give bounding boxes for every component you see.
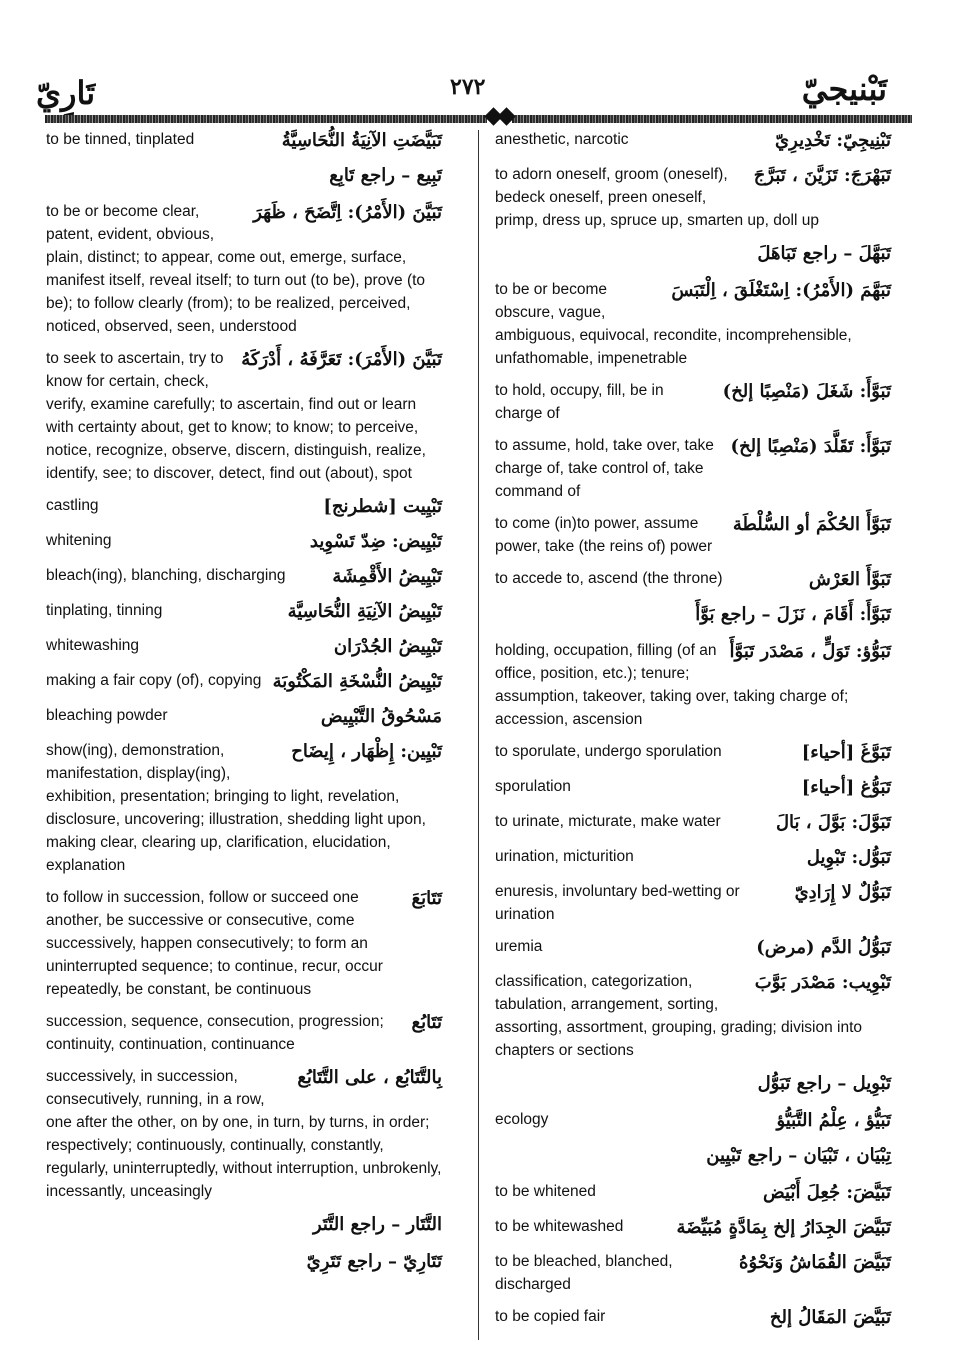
dictionary-entry — [46, 1212, 442, 1240]
entry-arabic-headword: تَتَابَعَ — [411, 888, 442, 909]
dictionary-entry — [495, 567, 891, 593]
right-column — [495, 128, 891, 1340]
entry-arabic-headword: مَسْحُوقُ التَّبْيِيض — [320, 706, 442, 727]
entry-english-definition: uremia — [495, 938, 543, 955]
entry-arabic-headword: تَبَوُّلٌ لا إِرَادِيّ — [794, 882, 891, 903]
dictionary-entry — [46, 1249, 442, 1277]
dictionary-entry — [495, 880, 891, 926]
entry-arabic-headword: تَبَوَّأَ: أَقَامَ ، نَزَلَ – راجع بَوَّأَ — [695, 604, 891, 625]
dictionary-entry — [46, 634, 442, 660]
dictionary-entry — [46, 1010, 442, 1056]
guide-word-left: تَارِيّ — [36, 74, 96, 112]
entry-arabic-headword: تَبَيَّضَ المَقَالُ إلخ — [769, 1307, 891, 1328]
entry-arabic-headword: تَبْنِيجِيّ: تَخْدِيرِيّ — [775, 130, 891, 151]
entry-arabic-headword: تَبْيِيضُ الآنِيَةِ النُّحَاسِيَّة — [287, 601, 442, 622]
dictionary-entry — [495, 1305, 891, 1331]
dictionary-entry — [495, 241, 891, 269]
dictionary-entry — [495, 1143, 891, 1171]
dictionary-entry — [46, 704, 442, 730]
page-header — [0, 62, 957, 122]
entry-english-definition: ecology — [495, 1111, 549, 1128]
entry-english-definition: making a fair copy (of), copying — [46, 672, 262, 689]
dictionary-entry — [495, 935, 891, 961]
entry-english-definition: succession, sequence, consecution, progression; continuity, continuation, continuance — [46, 1013, 384, 1053]
dictionary-entry — [495, 810, 891, 836]
entry-arabic-headword: تَبَيَّنَ (الأَمْرُ): اِتَّضَحَ ، ظَهَرَ — [253, 202, 442, 223]
entry-english-definition: to be whitewashed — [495, 1218, 624, 1235]
dictionary-entry — [495, 163, 891, 232]
entry-arabic-headword: تَبَوَّغَ [أحياء] — [801, 742, 891, 763]
entry-english-definition: to be tinned, tinplated — [46, 131, 195, 148]
dictionary-entry — [495, 740, 891, 766]
dictionary-entry — [495, 434, 891, 503]
entry-english-definition: castling — [46, 497, 99, 514]
dictionary-entry — [46, 564, 442, 590]
entry-english-definition: to be or become obscure, vague, ambiguous, equivocal, recondite, incomprehensible, unfathomable, impenetrable — [495, 281, 852, 367]
entry-english-definition: to be or become clear, patent, evident, obvious, plain, distinct; to appear, come out, emerge, surface, manifest itself, reveal itself; to turn out (to be), prove (to be); to follow clearly (from); to be realized, perceived, noticed, observed, seen, understood — [46, 203, 426, 335]
entry-english-definition: urination, micturition — [495, 848, 634, 865]
dictionary-entry — [46, 599, 442, 625]
entry-arabic-headword: تَبَوَّأَ الحُكْمَ أو السُّلْطَة — [732, 514, 891, 535]
entry-arabic-headword: تَبْيِين: إِظْهَار ، إِيضَاح — [291, 741, 442, 762]
entry-arabic-headword: تَبْيِيضُ النُّسْخَةِ المَكْتُوبَة — [272, 671, 442, 692]
entry-arabic-headword: تَبَيَّنَ (الأَمْرَ): تَعَرَّفَهُ ، أَدْرَكَهُ — [241, 349, 442, 370]
entry-english-definition: to sporulate, undergo sporulation — [495, 743, 722, 760]
dictionary-entry — [495, 602, 891, 630]
dictionary-entry — [46, 886, 442, 1001]
entry-arabic-headword: التَّتَار – راجع التَّتَر — [312, 1214, 442, 1235]
entry-arabic-headword: تَبَهَّلَ – راجع تَبَاهَلَ — [757, 243, 891, 264]
dictionary-entry — [495, 278, 891, 370]
dictionary-entry — [495, 1071, 891, 1099]
entry-english-definition: to follow in succession, follow or succeed one another, be successive or consecutive, come successively, happen consecutively; to form an uninterrupted sequence; to continue, recur, occur repeatedly, be constant, be continuous — [46, 889, 383, 998]
entry-english-definition: sporulation — [495, 778, 571, 795]
entry-arabic-headword: تِبْيَان ، تَبْيَان – راجع تَبْيِين — [706, 1145, 891, 1166]
dictionary-entry — [46, 739, 442, 877]
dictionary-entry — [495, 1180, 891, 1206]
entry-arabic-headword: تَبْيِيضُ الأَقْمِشَة — [332, 566, 442, 587]
entry-english-definition: to be bleached, blanched, discharged — [495, 1253, 673, 1293]
dictionary-entry — [46, 163, 442, 191]
entry-arabic-headword: تَبَوَّلَ: بَوَّلَ ، بَالَ — [775, 812, 891, 833]
entry-arabic-headword: تَبَيَّضَ الجِدَارُ إلخ بِمَادَّةٍ مُبَيِّضَة — [676, 1217, 891, 1238]
entry-english-definition: anesthetic, narcotic — [495, 131, 629, 148]
dictionary-entry — [46, 200, 442, 338]
dictionary-entry — [495, 1215, 891, 1241]
entry-arabic-headword: تَبَهْرَجَ: تَزَيَّنَ ، تَبَرَّجَ — [753, 165, 891, 186]
entry-arabic-headword: تَبْوِيب: مَصْدَر بَوَّبَ — [754, 972, 891, 993]
entry-arabic-headword: تَبَوُّل: تَبْوِيل — [806, 847, 891, 868]
dictionary-entry — [495, 1250, 891, 1296]
entry-arabic-headword: تَبَوَّأَ: تَقَلَّدَ (مَنْصِبًا إلخ) — [730, 436, 891, 457]
entry-english-definition: tinplating, tinning — [46, 602, 163, 619]
entry-english-definition: to assume, hold, take over, take charge of, take control of, take command of — [495, 437, 714, 500]
dictionary-entry — [495, 379, 891, 425]
entry-arabic-headword: تَبْوِيل – راجع تَبَوُّل — [757, 1073, 891, 1094]
dictionary-entry — [495, 845, 891, 871]
entry-arabic-headword: تَبَوَّأَ العَرْش — [808, 569, 891, 590]
entry-arabic-headword: تَبَهَّمَ (الأَمْرُ): اِسْتَغْلَقَ ، اِلْتَبَسَ — [671, 280, 891, 301]
header-rule-right — [512, 115, 912, 123]
dictionary-entry — [46, 669, 442, 695]
dictionary-entry — [46, 347, 442, 485]
entry-arabic-headword: تَبَيَّضَ: جُعِلَ أَبْيَض — [762, 1182, 891, 1203]
entry-english-definition: show(ing), demonstration, manifestation, display(ing), exhibition, presentation; bringing to light, revelation, disclosure, uncovering; illustration, shedding light upon, making clear, clearing up, clarification, elucidation, explanation — [46, 742, 426, 874]
entry-arabic-headword: تَبْيِيضُ الجُدْرَان — [333, 636, 442, 657]
entry-arabic-headword: تَبِيع – راجع تَابِع — [329, 165, 442, 186]
dictionary-entry — [495, 639, 891, 731]
dictionary-entry — [46, 1065, 442, 1203]
entry-arabic-headword: تَبَيُّؤ ، عِلْمُ التَّبَيُّؤ — [776, 1110, 891, 1131]
entry-english-definition: successively, in succession, consecutively, running, in a row, one after the other, on by one, in turn, by turns, in order; respectively; continuously, continually, constantly, regularly, uninterruptedly, without interruption, unbrokenly, incessantly, unceasingly — [46, 1068, 442, 1200]
entry-arabic-headword: تَتَابُع — [411, 1012, 442, 1033]
guide-word-right: تَبْنيجيّ — [801, 70, 887, 108]
entry-arabic-headword: تَبْيِيض: ضِدّ تَسْوِيد — [309, 531, 442, 552]
dictionary-entry — [46, 128, 442, 154]
entry-arabic-headword: بِالتَّتَابُع ، على التَّتَابُع — [297, 1067, 442, 1088]
dictionary-entry — [495, 128, 891, 154]
column-divider — [478, 130, 479, 1340]
entry-arabic-headword: تَبَوَّأَ: شَغَلَ (مَنْصِبًا إلخ) — [722, 381, 891, 402]
entry-english-definition: to be copied fair — [495, 1308, 606, 1325]
entry-arabic-headword: تَبَوُّغ [أحياء] — [801, 777, 891, 798]
entry-english-definition: to seek to ascertain, try to know for certain, check, verify, examine carefully; to ascertain, find out or learn with certainty about, get to know; to know; to perceive, notice, recognize, observe, discern, distinguish, realize, identify, see; to discover, detect, find out (about), spot — [46, 350, 426, 482]
page-number: ٢٧٢ — [450, 74, 486, 100]
entry-arabic-headword: تَبَيَّضَ القُمَاشُ وَنَحْوُهُ — [739, 1252, 891, 1273]
header-rule-left — [45, 115, 487, 123]
entry-english-definition: to be whitened — [495, 1183, 596, 1200]
entry-english-definition: holding, occupation, filling (of an office, position, etc.); tenure; assumption, takeover, taking over, taking charge of; accession, ascension — [495, 642, 849, 728]
entry-english-definition: bleach(ing), blanching, discharging — [46, 567, 286, 584]
entry-english-definition: to urinate, micturate, make water — [495, 813, 721, 830]
dictionary-entry — [46, 494, 442, 520]
dictionary-entry — [46, 529, 442, 555]
entry-english-definition: to hold, occupy, fill, be in charge of — [495, 382, 664, 422]
entry-arabic-headword: تَبَيَّضَتِ الآنِيَةُ النُّحَاسِيَّةُ — [281, 130, 442, 151]
dictionary-entry — [495, 512, 891, 558]
dictionary-entry — [495, 775, 891, 801]
entry-english-definition: whitening — [46, 532, 112, 549]
dictionary-entry — [495, 1108, 891, 1134]
entry-english-definition: classification, categorization, tabulation, arrangement, sorting, assorting, assortment, grouping, grading; division into chapters or sections — [495, 973, 863, 1059]
left-column — [46, 128, 442, 1286]
entry-english-definition: to adorn oneself, groom (oneself), bedeck oneself, preen oneself, primp, dress up, spruce up, smarten up, doll up — [495, 166, 819, 229]
entry-english-definition: whitewashing — [46, 637, 140, 654]
dictionary-entry — [495, 970, 891, 1062]
entry-english-definition: bleaching powder — [46, 707, 168, 724]
entry-arabic-headword: تَبْيِيت [شطرنج] — [323, 496, 442, 517]
entry-english-definition: enuresis, involuntary bed-wetting or urination — [495, 883, 740, 923]
entry-english-definition: to come (in)to power, assume power, take (the reins of) power — [495, 515, 713, 555]
entry-arabic-headword: تَبَوُّؤ: تَوَلٍّ ، مَصْدَر تَبَوَّأَ — [729, 641, 891, 662]
entry-english-definition: to accede to, ascend (the throne) — [495, 570, 723, 587]
entry-arabic-headword: تَتَارِيّ – راجع تَتَرِيّ — [306, 1251, 442, 1272]
entry-arabic-headword: تَبَوُّلُ الدَّم (مرض) — [756, 937, 891, 958]
